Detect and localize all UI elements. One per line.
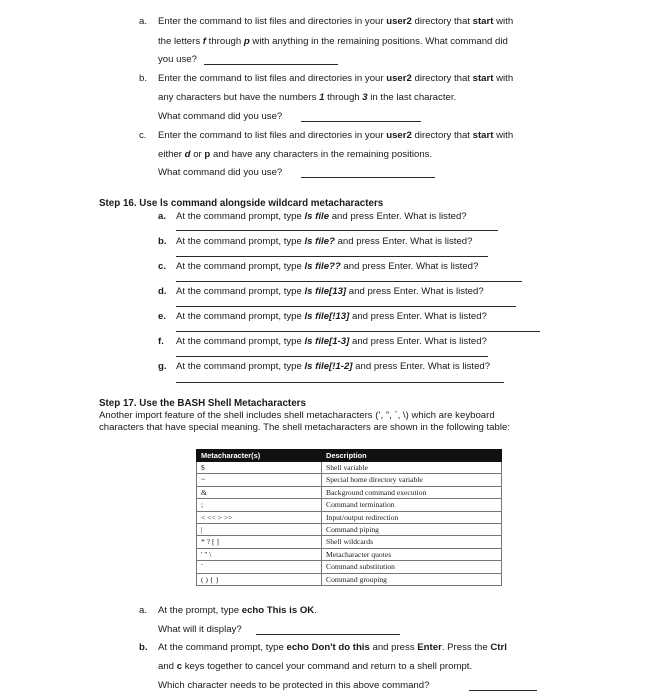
text-run: . Press the <box>441 642 491 653</box>
text-run: and <box>158 661 177 672</box>
table-row <box>197 511 502 523</box>
text-run: 3 <box>362 92 368 103</box>
question-text <box>158 36 508 47</box>
table-cell: Command grouping <box>322 573 502 585</box>
item-marker: a. <box>139 605 148 616</box>
table-cell: & <box>197 486 322 498</box>
answer-line[interactable] <box>176 256 488 257</box>
question-text <box>158 680 429 691</box>
question-text <box>158 661 472 672</box>
text-run: What will it display? <box>158 624 242 635</box>
text-run: ls file[13] <box>304 286 347 297</box>
item-marker: c. <box>158 261 167 272</box>
text-run: and press Enter. What is listed? <box>346 286 484 297</box>
text-run: At the command prompt, type <box>176 211 305 222</box>
table-row <box>197 499 502 511</box>
text-run: echo This is OK <box>241 605 315 616</box>
question-text <box>158 54 197 65</box>
step17-title: Step 17. Use the BASH Shell Metacharacters <box>99 398 306 409</box>
question-text <box>158 130 513 141</box>
text-run: . <box>314 605 317 616</box>
text-run: or <box>190 149 205 160</box>
answer-line[interactable] <box>176 331 540 332</box>
text-run: user2 <box>386 73 412 84</box>
text-run: ls file? <box>304 236 335 247</box>
table-cell: ' " \ <box>197 548 322 560</box>
answer-line[interactable] <box>176 306 516 307</box>
table-cell: Command termination <box>322 499 502 511</box>
text-run: and press Enter. What is listed? <box>349 311 487 322</box>
text-run: echo Don't do this <box>286 642 370 653</box>
table-row <box>197 462 502 474</box>
text-run: At the prompt, type <box>158 605 242 616</box>
table-cell: * ? [ ] <box>197 536 322 548</box>
text-run: user2 <box>386 130 412 141</box>
question-text <box>158 73 513 84</box>
text-run: p <box>204 149 211 160</box>
text-run: p <box>243 36 250 47</box>
question-text <box>158 605 317 616</box>
text-run: directory that <box>411 130 473 141</box>
text-run: At the command prompt, type <box>158 642 287 653</box>
question-text <box>158 642 507 653</box>
text-run: start <box>472 16 494 27</box>
text-run: Enter <box>417 642 442 653</box>
answer-line[interactable] <box>301 121 421 122</box>
table-cell: ` <box>197 561 322 573</box>
text-run: Enter the command to list files and directories in your <box>158 130 387 141</box>
table-row <box>197 474 502 486</box>
text-run: Enter the command to list files and directories in your <box>158 16 387 27</box>
text-run: ls file?? <box>304 261 341 272</box>
text-run: c <box>176 661 183 672</box>
table-cell: Command substitution <box>322 561 502 573</box>
answer-line[interactable] <box>301 177 435 178</box>
text-run: ls file <box>304 211 330 222</box>
table-cell: Command piping <box>322 524 502 536</box>
text-run: and press Enter. What is listed? <box>340 261 479 272</box>
text-run: At the command prompt, type <box>176 361 305 372</box>
text-run: What command did you use? <box>158 111 283 122</box>
item-marker: b. <box>139 642 148 653</box>
text-run: with anything in the remaining positions. What command did <box>249 36 508 47</box>
text-run: and press <box>369 642 418 653</box>
answer-line[interactable] <box>176 356 488 357</box>
question-text <box>158 92 456 103</box>
answer-line[interactable] <box>469 690 537 691</box>
table-cell: ( ) { } <box>197 573 322 585</box>
text-run: with <box>493 130 514 141</box>
answer-line[interactable] <box>176 281 522 282</box>
question-text <box>158 111 282 122</box>
text-run: user2 <box>386 16 412 27</box>
question-text <box>176 261 478 272</box>
text-run: in the last character. <box>367 92 457 103</box>
answer-line[interactable] <box>256 634 400 635</box>
text-run: directory that <box>411 73 473 84</box>
item-marker: f. <box>158 336 164 347</box>
table-cell: Special home directory variable <box>322 474 502 486</box>
text-run: At the command prompt, type <box>176 336 305 347</box>
question-text <box>176 211 467 222</box>
text-run: you use? <box>158 54 197 65</box>
table-row <box>197 486 502 498</box>
table-cell: Background command execution <box>322 486 502 498</box>
text-run: 1 <box>319 92 325 103</box>
table-cell: ; <box>197 499 322 511</box>
text-run: through <box>206 36 244 47</box>
table-row <box>197 561 502 573</box>
question-text <box>176 311 487 322</box>
question-text <box>158 624 242 635</box>
answer-line[interactable] <box>176 382 504 383</box>
metacharacter-table <box>196 449 502 586</box>
table-row <box>197 548 502 560</box>
text-run: and press Enter. What is listed? <box>329 211 467 222</box>
question-text <box>158 167 282 178</box>
text-run: Enter the command to list files and directories in your <box>158 73 387 84</box>
text-run: start <box>472 73 494 84</box>
step16-title: Step 16. Use ls command alongside wildcard metacharacters <box>99 198 384 209</box>
item-marker: b. <box>139 73 148 84</box>
text-run: ls file[!13] <box>304 311 350 322</box>
text-run: ls file[1-3] <box>304 336 350 347</box>
table-cell: $ <box>197 462 322 474</box>
text-run: directory that <box>411 16 473 27</box>
text-run: and press Enter. What is listed? <box>352 361 491 372</box>
table-row <box>197 536 502 548</box>
question-text <box>158 16 513 27</box>
text-run: start <box>472 130 494 141</box>
text-run: keys together to cancel your command and return to a shell prompt. <box>182 661 473 672</box>
question-text <box>158 149 432 160</box>
text-run: any characters but have the numbers <box>158 92 320 103</box>
table-cell: Shell variable <box>322 462 502 474</box>
text-run: At the command prompt, type <box>176 311 305 322</box>
question-text <box>176 336 487 347</box>
table-row <box>197 524 502 536</box>
text-run: with <box>493 73 514 84</box>
item-marker: b. <box>158 236 167 247</box>
item-marker: a. <box>139 16 148 27</box>
table-row <box>197 573 502 585</box>
text-run: either <box>158 149 185 160</box>
text-run: Ctrl <box>490 642 507 653</box>
text-run: At the command prompt, type <box>176 261 305 272</box>
item-marker: c. <box>139 130 147 141</box>
text-run: Which character needs to be protected in this above command? <box>158 680 430 691</box>
text-run: What command did you use? <box>158 167 283 178</box>
answer-line[interactable] <box>204 64 338 65</box>
table-cell: ~ <box>197 474 322 486</box>
answer-line[interactable] <box>176 230 498 231</box>
text-run: with <box>493 16 514 27</box>
text-run: and press Enter. What is listed? <box>334 236 473 247</box>
text-run: d <box>184 149 191 160</box>
table-header: Description <box>322 450 502 462</box>
text-run: ls file[!1-2] <box>304 361 353 372</box>
table-header: Metacharacter(s) <box>197 450 322 462</box>
item-marker: d. <box>158 286 167 297</box>
text-run: the letters <box>158 36 203 47</box>
item-marker: g. <box>158 361 167 372</box>
question-text <box>176 236 472 247</box>
table-cell: Shell wildcards <box>322 536 502 548</box>
text-run: f <box>202 36 206 47</box>
step17-paragraph: characters that have special meaning. The shell metacharacters are shown in the following table: <box>99 422 510 433</box>
table-cell: Input/output redirection <box>322 511 502 523</box>
text-run: At the command prompt, type <box>176 236 305 247</box>
text-run: At the command prompt, type <box>176 286 305 297</box>
text-run: and have any characters in the remaining positions. <box>210 149 433 160</box>
question-text <box>176 286 484 297</box>
table-cell: Metacharacter quotes <box>322 548 502 560</box>
text-run: and press Enter. What is listed? <box>349 336 487 347</box>
text-run: through <box>324 92 363 103</box>
question-text <box>176 361 490 372</box>
table-cell: < << > >> <box>197 511 322 523</box>
item-marker: a. <box>158 211 167 222</box>
item-marker: e. <box>158 311 167 322</box>
step17-paragraph: Another import feature of the shell includes shell metacharacters (‘, ”, `, \) which are keyboard <box>99 410 495 421</box>
table-cell: | <box>197 524 322 536</box>
